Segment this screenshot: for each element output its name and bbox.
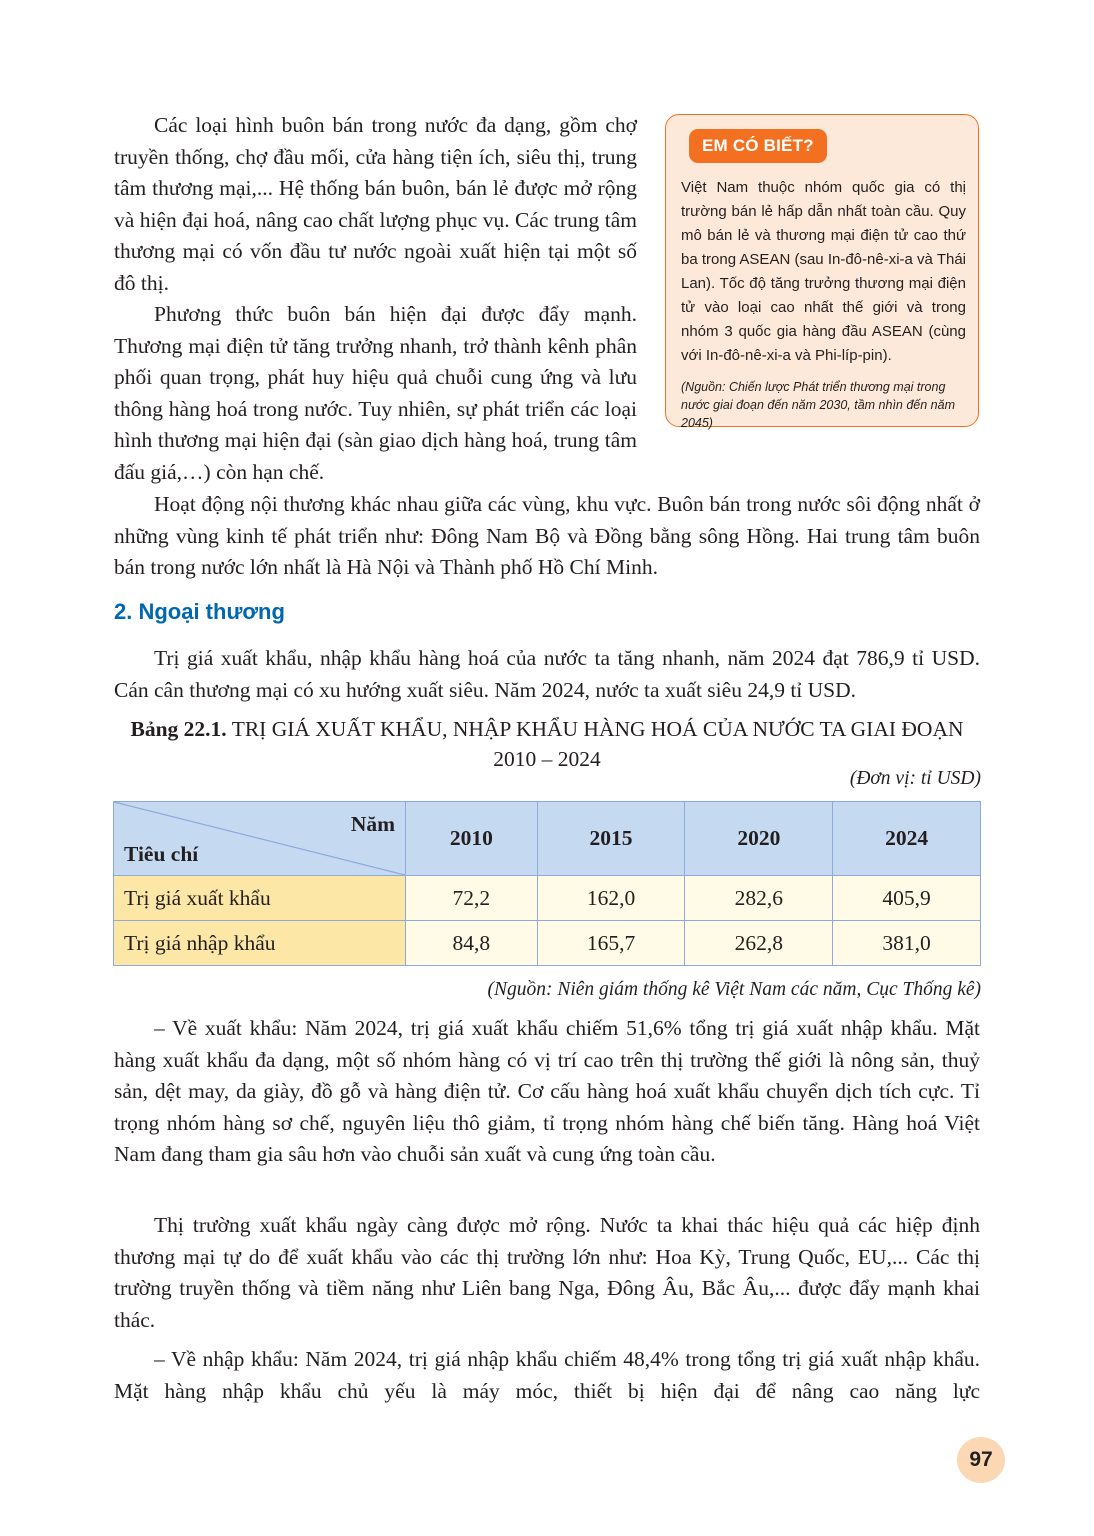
year-header: 2020 xyxy=(685,802,833,876)
table-cell: 282,6 xyxy=(685,876,833,921)
table-title xyxy=(114,714,980,774)
section-heading: 2. Ngoại thương xyxy=(114,599,285,624)
table-row-import xyxy=(114,921,981,966)
table-cell: 405,9 xyxy=(833,876,981,921)
table-title-number: Bảng 22.1. xyxy=(130,717,227,741)
table-cell: 72,2 xyxy=(406,876,538,921)
market-paragraph: Thị trường xuất khẩu ngày càng được mở rộng. Nước ta khai thác hiệu quả các hiệp định thương mại tự do để xuất khẩu vào các thị trường lớn như: Hoa Kỳ, Trung Quốc, EU,... Các thị trường truyền thống và tiềm năng như Liên bang Nga, Đông Âu, Bắc Âu,... được đẩy mạnh khai thác. xyxy=(114,1213,980,1332)
table-cell: 84,8 xyxy=(406,921,538,966)
import-paragraph: – Về nhập khẩu: Năm 2024, trị giá nhập khẩu chiếm 48,4% trong tổng trị giá xuất nhập khẩu. Mặt hàng nhập khẩu chủ yếu là máy móc, thiết bị hiện đại để nâng cao năng lực xyxy=(114,1347,980,1403)
intro-paragraph-3: Hoạt động nội thương khác nhau giữa các vùng, khu vực. Buôn bán trong nước sôi động nhất ở những vùng kinh tế phát triển như: Đông Nam Bộ và Đồng bằng sông Hồng. Hai trung tâm buôn bán trong nước lớn nhất là Hà Nội và Thành phố Hồ Chí Minh. xyxy=(114,492,980,579)
corner-year-label: Năm xyxy=(350,812,395,836)
table-cell: 165,7 xyxy=(537,921,685,966)
did-you-know-box xyxy=(665,114,979,430)
did-you-know-badge: EM CÓ BIẾT? xyxy=(689,129,827,163)
row-label: Trị giá nhập khẩu xyxy=(114,921,406,966)
did-you-know-source: (Nguồn: Chiến lược Phát triển thương mại trong nước giai đoạn đến năm 2030, tầm nhìn đến năm 2045) xyxy=(681,380,955,430)
corner-criterion-label: Tiêu chí xyxy=(124,842,199,866)
intro-paragraph-2: Phương thức buôn bán hiện đại được đẩy mạnh. Thương mại điện tử tăng trưởng nhanh, trở thành kênh phân phối quan trọng, phát huy hiệu quả chuỗi cung ứng và lưu thông hàng hoá trong nước. Tuy nhiên, sự phát triển các loại hình thương mại hiện đại (sàn giao dịch hàng hoá, trung tâm đấu giá,…) còn hạn chế. xyxy=(114,302,637,484)
table-row-export xyxy=(114,876,981,921)
trade-table xyxy=(113,801,981,966)
table-corner-cell xyxy=(114,802,406,876)
table-cell: 381,0 xyxy=(833,921,981,966)
year-header: 2010 xyxy=(406,802,538,876)
table-unit: (Đơn vị: tỉ USD) xyxy=(849,768,981,789)
year-header: 2024 xyxy=(833,802,981,876)
row-label: Trị giá xuất khẩu xyxy=(114,876,406,921)
intro-paragraph-1: Các loại hình buôn bán trong nước đa dạng, gồm chợ truyền thống, chợ đầu mối, cửa hàng tiện ích, siêu thị, trung tâm thương mại,... Hệ thống bán buôn, bán lẻ được mở rộng và hiện đại hoá, nâng cao chất lượng phục vụ. Các trung tâm thương mại có vốn đầu tư nước ngoài xuất hiện tại một số đô thị. xyxy=(114,113,637,295)
table-source: (Nguồn: Niên giám thống kê Việt Nam các năm, Cục Thống kê) xyxy=(487,979,981,1000)
foreign-trade-paragraph: Trị giá xuất khẩu, nhập khẩu hàng hoá của nước ta tăng nhanh, năm 2024 đạt 786,9 tỉ USD. Cán cân thương mại có xu hướng xuất siêu. Năm 2024, nước ta xuất siêu 24,9 tỉ USD. xyxy=(114,646,980,702)
table-cell: 262,8 xyxy=(685,921,833,966)
did-you-know-text: Việt Nam thuộc nhóm quốc gia có thị trường bán lẻ hấp dẫn nhất toàn cầu. Quy mô bán lẻ và thương mại điện tử cao thứ ba trong ASEAN (sau In-đô-nê-xi-a và Thái Lan). Tốc độ tăng trưởng thương mại điện tử vào loại cao nhất thế giới và trong nhóm 3 quốc gia hàng đầu ASEAN (cùng với In-đô-nê-xi-a và Phi-líp-pin). xyxy=(681,179,966,364)
page-number: 97 xyxy=(957,1437,1005,1483)
table-header-row xyxy=(114,802,981,876)
export-paragraph: – Về xuất khẩu: Năm 2024, trị giá xuất khẩu chiếm 51,6% tổng trị giá xuất nhập khẩu. Mặt hàng xuất khẩu đa dạng, một số nhóm hàng có vị trí cao trên thị trường thế giới là nông sản, thuỷ sản, dệt may, da giày, đồ gỗ và hàng điện tử. Cơ cấu hàng hoá xuất khẩu chuyển dịch tích cực. Tỉ trọng nhóm hàng sơ chế, nguyên liệu thô giảm, tỉ trọng nhóm hàng chế biến tăng. Hàng hoá Việt Nam đang tham gia sâu hơn vào chuỗi sản xuất và cung ứng toàn cầu. xyxy=(114,1016,980,1166)
table-title-text: TRỊ GIÁ XUẤT KHẨU, NHẬP KHẨU HÀNG HOÁ CỦA NƯỚC TA GIAI ĐOẠN 2010 – 2024 xyxy=(231,717,964,771)
year-header: 2015 xyxy=(537,802,685,876)
table-cell: 162,0 xyxy=(537,876,685,921)
